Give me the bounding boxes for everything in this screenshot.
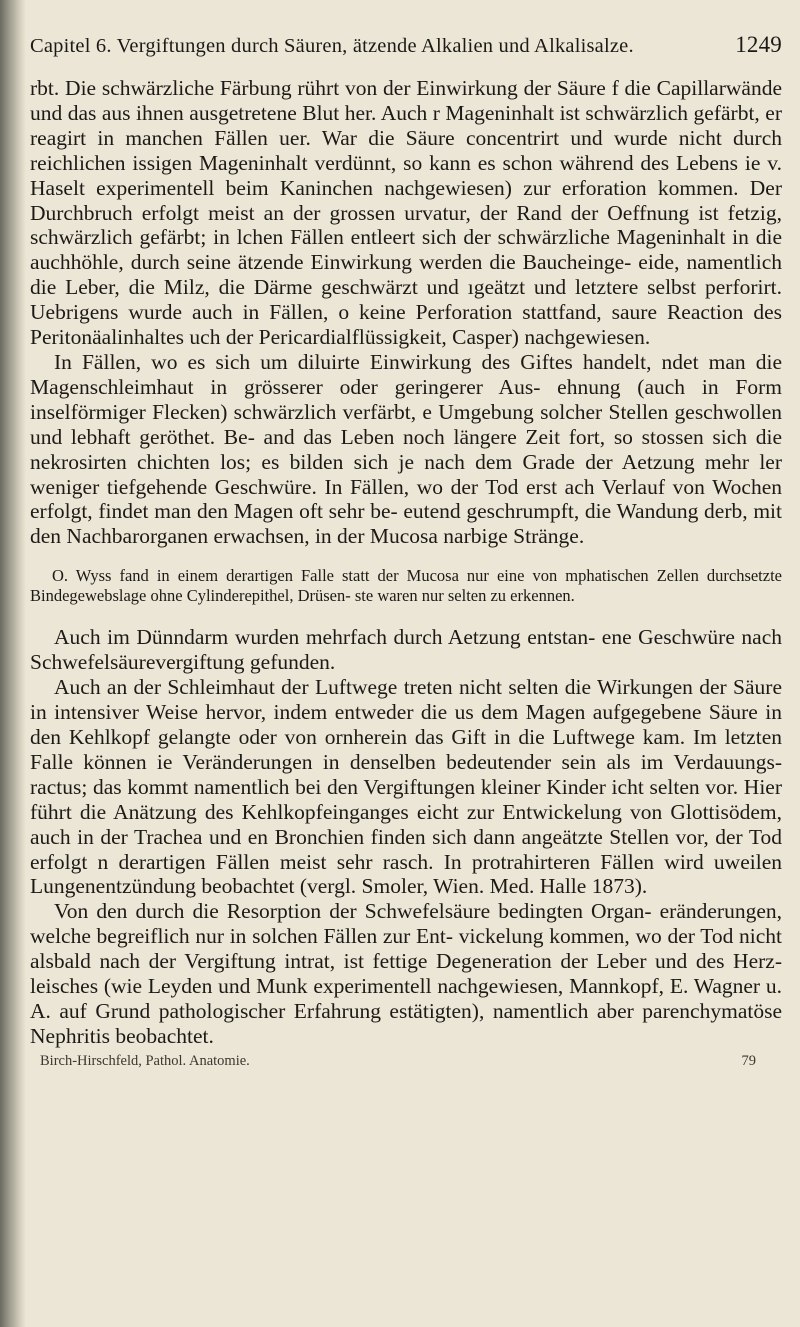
paragraph: In Fällen, wo es sich um diluirte Einwirkung des Giftes handelt, ndet man die Magenschleimhaut in grösserer oder geringerer Aus- ehnung (auch in Form inselförmiger Flecken) schwärzlich verfärbt, e Umgebung solcher Stellen geschwollen und lebhaft geröthet. Be- and das Leben noch längere Zeit fort, so stossen sich die nekrosirten chichten los; es bilden sich je nach dem Grade der Aetzung mehr ler weniger tiefgehende Geschwüre. In Fällen, wo der Tod erst ach Verlauf von Wochen erfolgt, findet man den Magen oft sehr be- eutend geschrumpft, die Wandung derb, mit den Nachbarorganen erwachsen, in der Mucosa narbige Stränge.	[30, 349, 782, 549]
running-header	[30, 32, 782, 58]
page-number: 1249	[735, 32, 782, 57]
book-gutter	[0, 0, 26, 1327]
page-footer	[30, 1053, 782, 1070]
small-print-note: O. Wyss fand in einem derartigen Falle statt der Mucosa nur eine von mphatischen Zellen durchsetzte Bindegewebslage ohne Cylinderepithel, Drüsen- ste waren nur selten zu erkennen.	[30, 566, 782, 605]
paragraph: Auch im Dünndarm wurden mehrfach durch Aetzung entstan- ene Geschwüre nach Schwefelsäurevergiftung gefunden.	[30, 625, 782, 675]
book-page	[30, 32, 782, 1070]
signature-mark: Birch-Hirschfeld, Pathol. Anatomie.	[40, 1052, 250, 1069]
sheet-number: 79	[741, 1052, 756, 1069]
page-body	[30, 76, 782, 1049]
paragraph: Von den durch die Resorption der Schwefelsäure bedingten Organ- eränderungen, welche begreiflich nur in solchen Fällen zur Ent- vickelung kommen, wo der Tod nicht alsbald nach der Vergiftung intrat, ist fettige Degeneration der Leber und des Herz- leisches (wie Leyden und Munk experimentell nachgewiesen, Mannkopf, E. Wagner u. A. auf Grund pathologischer Erfahrung estätigten), namentlich aber parenchymatöse Nephritis beobachtet.	[30, 899, 782, 1048]
paragraph: Auch an der Schleimhaut der Luftwege treten nicht selten die Wirkungen der Säure in intensiver Weise hervor, indem entweder die us dem Magen aufgegebene Säure in den Kehlkopf gelangte oder von ornherein das Gift in die Luftwege kam. Im letzten Falle können ie Veränderungen in denselben bedeutender sein als im Verdauungs- ractus; das kommt namentlich bei den Vergiftungen kleiner Kinder icht selten vor. Hier führt die Anätzung des Kehlkopfeinganges eicht zur Entwickelung von Glottisödem, auch in der Trachea und en Bronchien finden sich dann angeätzte Stellen vor, der Tod erfolgt n derartigen Fällen meist sehr rasch. In protrahirteren Fällen wird uweilen Lungenentzündung beobachtet (vergl. Smoler, Wien. Med. Halle 1873).	[30, 675, 782, 899]
paragraph: rbt. Die schwärzliche Färbung rührt von der Einwirkung der Säure f die Capillarwände und das aus ihnen ausgetretene Blut her. Auch r Mageninhalt ist schwärzlich gefärbt, er reagirt in manchen Fällen uer. War die Säure concentrirt und wurde nicht durch reichlichen issigen Mageninhalt verdünnt, so kann es schon während des Lebens ie v. Haselt experimentell beim Kaninchen nachgewiesen) zur erforation kommen. Der Durchbruch erfolgt meist an der grossen urvatur, der Rand der Oeffnung ist fetzig, schwärzlich gefärbt; in lchen Fällen entleert sich der schwärzliche Mageninhalt in die auchhöhle, durch seine ätzende Einwirkung werden die Baucheinge- eide, namentlich die Leber, die Milz, die Därme geschwärzt und ıgeätzt und letztere selbst perforirt. Uebrigens wurde auch in Fällen, o keine Perforation stattfand, saure Reaction des Peritonäalinhaltes uch der Pericardialflüssigkeit, Casper) nachgewiesen.	[30, 76, 782, 350]
running-title: Capitel 6. Vergiftungen durch Säuren, ätzende Alkalien und Alkalisalze.	[30, 35, 634, 57]
